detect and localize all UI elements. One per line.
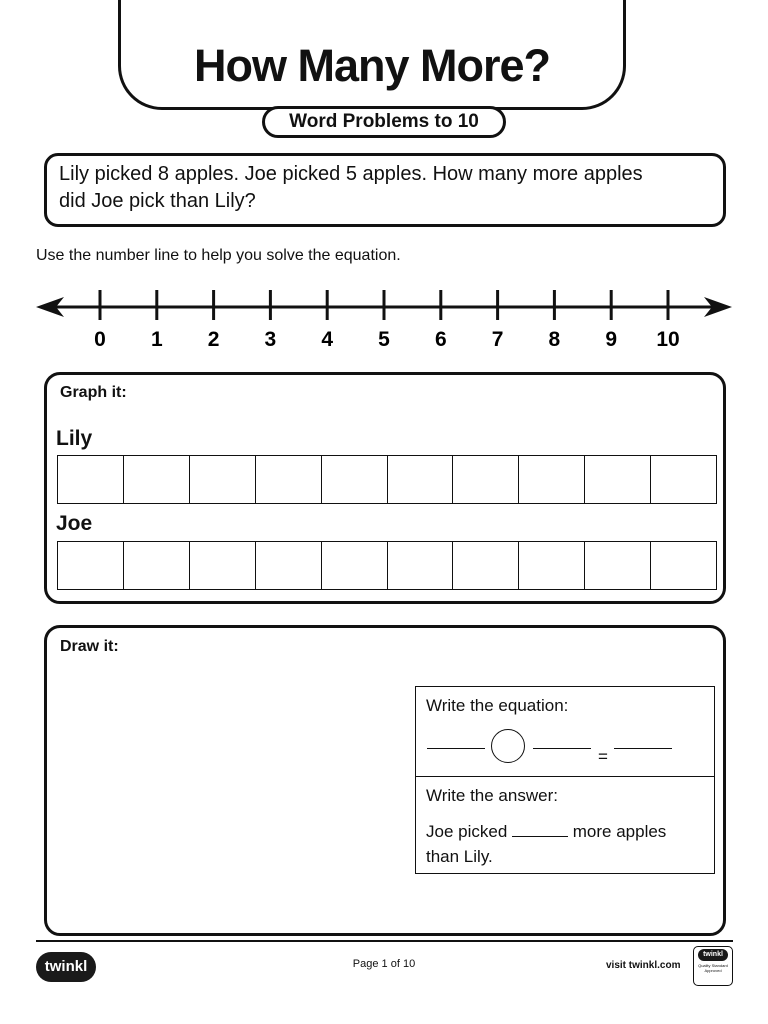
answer-blank[interactable] <box>512 822 568 837</box>
graph-box[interactable] <box>58 542 124 589</box>
quality-badge <box>693 946 733 986</box>
instruction-text: Use the number line to help you solve the equation. <box>36 247 401 264</box>
page-subtitle: Word Problems to 10 <box>262 106 506 138</box>
graph-box[interactable] <box>124 456 190 503</box>
footer-divider <box>36 940 733 942</box>
graph-box[interactable] <box>388 456 454 503</box>
graph-box[interactable] <box>388 542 454 589</box>
graph-box[interactable] <box>519 542 585 589</box>
graph-box[interactable] <box>651 456 716 503</box>
graph-panel <box>44 372 726 604</box>
graph-box[interactable] <box>585 456 651 503</box>
graph-box[interactable] <box>190 542 256 589</box>
badge-line-2: Approved <box>704 968 722 973</box>
number-line-label: 9 <box>605 328 618 351</box>
answer-text-start: Joe picked <box>426 822 508 841</box>
graph-box[interactable] <box>256 542 322 589</box>
graph-box[interactable] <box>190 456 256 503</box>
twinkl-logo[interactable]: twinkl <box>36 952 96 982</box>
lily-row-label: Lily <box>56 427 93 450</box>
graph-box[interactable] <box>585 542 651 589</box>
badge-line-1: Quality Standard <box>698 963 728 968</box>
operator-circle[interactable] <box>491 729 525 763</box>
answer-sentence <box>426 822 666 842</box>
number-line-label: 5 <box>378 328 390 351</box>
equals-sign: = <box>598 747 608 766</box>
graph-box[interactable] <box>256 456 322 503</box>
number-line-label: 1 <box>150 328 163 351</box>
site-link[interactable]: visit twinkl.com <box>606 960 681 971</box>
number-line-label: 7 <box>491 328 504 351</box>
question-line-2: did Joe pick than Lily? <box>59 190 256 212</box>
equation-blank-3[interactable] <box>614 748 672 749</box>
question-box <box>44 153 726 227</box>
answer-text-end: more apples <box>572 822 667 841</box>
equation-divider <box>416 776 714 777</box>
equation-box <box>415 686 715 874</box>
answer-line-2: than Lily. <box>426 847 493 866</box>
number-line-label: 8 <box>548 328 561 351</box>
number-line-label: 10 <box>656 328 680 351</box>
lily-box-row <box>57 455 717 504</box>
badge-logo: twinkl <box>698 949 728 961</box>
number-line-label: 6 <box>434 328 447 351</box>
graph-box[interactable] <box>322 456 388 503</box>
equation-prompt: Write the equation: <box>426 696 569 715</box>
number-line-label: 2 <box>207 328 220 351</box>
question-line-1: Lily picked 8 apples. Joe picked 5 apples. How many more apples <box>59 163 643 185</box>
number-line <box>0 280 768 360</box>
graph-box[interactable] <box>453 456 519 503</box>
graph-panel-label: Graph it: <box>60 384 127 401</box>
graph-box[interactable] <box>124 542 190 589</box>
answer-prompt: Write the answer: <box>426 786 558 805</box>
draw-panel-label: Draw it: <box>60 638 119 655</box>
graph-box[interactable] <box>651 542 716 589</box>
graph-box[interactable] <box>453 542 519 589</box>
graph-box[interactable] <box>58 456 124 503</box>
graph-box[interactable] <box>519 456 585 503</box>
joe-row-label: Joe <box>56 512 93 535</box>
graph-box[interactable] <box>322 542 388 589</box>
number-line-label: 4 <box>321 328 334 351</box>
page-number: Page 1 of 10 <box>352 958 416 970</box>
number-line-label: 0 <box>94 328 106 351</box>
number-line-label: 3 <box>264 328 277 351</box>
page-title: How Many More? <box>193 40 551 91</box>
joe-box-row <box>57 541 717 590</box>
equation-blank-2[interactable] <box>533 748 591 749</box>
equation-blank-1[interactable] <box>427 748 485 749</box>
